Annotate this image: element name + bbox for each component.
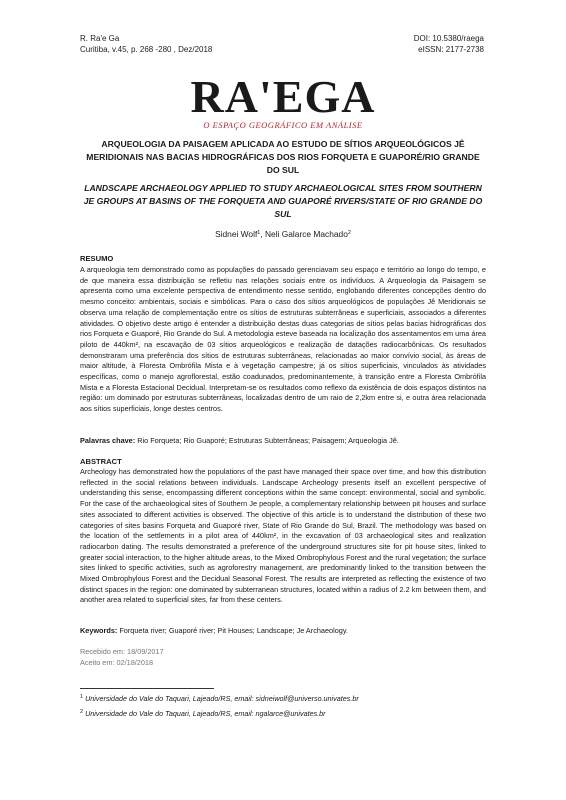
title-english: LANDSCAPE ARCHAEOLOGY APPLIED TO STUDY ARCHAEOLOGICAL SITES FROM SOUTHERN JE GROUPS AT BASINS OF THE FORQUETA AND GUAPORÉ RIVERS/STATE OF RIO GRANDE DO SUL xyxy=(83,183,483,219)
footnote-mark: 1 xyxy=(80,694,84,700)
keywords xyxy=(80,626,486,636)
author-list xyxy=(80,228,486,240)
keywords-label: Keywords: xyxy=(80,626,118,635)
footnote-mark: 2 xyxy=(80,709,84,715)
journal-name: R. Ra'e Ga xyxy=(80,34,120,43)
keywords-text: Forqueta river; Guaporé river; Pit Houses; Landscape; Je Archaeology. xyxy=(117,626,348,635)
resumo-text: A arqueologia tem demonstrado como as populações do passado gerenciavam seu espaço e território ao longo do tempo, e de que maneira essa distribuição se refletiu nas relações sociais entre os indivíduos. A Arqueologia da Paisagem se apresenta como uma excelente perspectiva de entendimento nesse sentido, englobando diferentes concepções dentro do mesmo conceito: ambientais, sociais e simbólicas. Para o caso dos sítios arqueológicos de populações Jê Meridionais se observa uma relação de complementação entre os sítios de estruturas subterrâneas e superficiais, associados a diferentes atividades. O objetivo deste artigo é entender a distribuição destas duas categorias de sítios pelas bacias hidrográficas dos rios Forqueta e Guaporé, Rio Grande do Sul. A metodologia esteve baseada na localização dos assentamentos em uma área piloto de 440km², na escavação de 03 sítios arqueológicos e realização de datações radiocarbônicas. Os resultados demonstraram uma preferência dos sítios de estruturas subterrâneas, relacionadas ao maior convívio social, às áreas de maior altitude, à Floresta Ombrófila Mista e à vegetação campestre; já os sítios superficiais, vinculados às atividades específicas, como o manejo agroflorestal, estão coadunados, predominantemente, à transição entre a Floresta Ombrófila Mista e a Floresta Estacional Decidual. Interpretam-se os resultados como reflexo da existência de dois espaços distintos na região: um dominado por estruturas subterrâneas, localizadas dentro de um raio de 2,2km entre si, e outra área relacionada aos sítios superficiais, longe destes centros. xyxy=(80,265,486,414)
palavras-chave xyxy=(80,436,486,446)
journal-logo xyxy=(170,71,396,134)
journal-citation: Curitiba, v.45, p. 268 -280 , Dez/2018 xyxy=(80,45,213,54)
author-name: Neli Galarce Machado xyxy=(265,229,348,239)
footnote-text: Universidade do Vale do Taquari, Lajeado/RS, email: sidneiwolf@universo.univates.br xyxy=(85,694,359,703)
abstract-heading: ABSTRACT xyxy=(80,457,122,466)
author-separator: , xyxy=(260,229,265,239)
author-name: Sidnei Wolf xyxy=(215,229,258,239)
footnote xyxy=(80,693,486,704)
palavras-chave-text: Rio Forqueta; Rio Guaporé; Estruturas Subterrâneas; Paisagem; Arqueologia Jê. xyxy=(135,436,399,445)
affiliation-mark: 2 xyxy=(347,230,351,236)
eissn: eISSN: 2177-2738 xyxy=(418,45,484,54)
footnote-divider xyxy=(80,688,214,689)
received-date: Recebido em: 18/09/2017 xyxy=(80,647,164,656)
resumo-heading: RESUMO xyxy=(80,254,114,263)
abstract-text: Archeology has demonstrated how the populations of the past have managed their space over time, and how this distribution reflected in the social relations between individuals. Landscape Archeology presents itself an excellent perspective of understanding this sense, encompassing different conceptions within the same concept: environmental, social and symbolic. For the case of the archaeological sites of Southern Je people, a complementary relationship between pit houses and surface sites associated to different activities is observed. The objective of this article is to understand the distribution of these two categories of sites basins Forqueta and Guaporé river, State of Rio Grande do Sul, Brazil. The methodology was based on the location of the settlements in a pilot area of 440km², in the excavation of 03 archaeological sites and realization radiocarbon dating. The results demonstrated a preference of the underground structures site for pit house sites, linked to greater social interaction, to the higher altitude areas, to the Mixed Ombrophylous Forest and the rural vegetation; the surface sites linked to specific activities, such as agroforestry management, are predominantly linked to the transition between the Mixed Ombrophylous Forest and the Decidual Seasonal Forest. The results are interpreted as reflecting the existence of two distinct spaces in the region: one dominated by subterranean structures, located within a radius of 2.2 km between them, and another area related to superficial sites, far from these centers. xyxy=(80,467,486,605)
palavras-chave-label: Palavras chave: xyxy=(80,436,136,445)
doi: DOI: 10.5380/raega xyxy=(413,34,484,43)
running-header-left xyxy=(80,33,212,55)
affiliation-mark: 1 xyxy=(257,230,261,236)
accepted-date: Aceito em: 02/18/2018 xyxy=(80,658,154,667)
logo-wordmark: RA'EGA xyxy=(190,71,376,122)
footnote-text: Universidade do Vale do Taquari, Lajeado/RS, email: ngalarce@univates.br xyxy=(85,709,326,718)
logo-tagline: O ESPAÇO GEOGRÁFICO EM ANÁLISE xyxy=(203,120,363,130)
footnote xyxy=(80,708,486,719)
title-portuguese: ARQUEOLOGIA DA PAISAGEM APLICADA AO ESTUDO DE SÍTIOS ARQUEOLÓGICOS JÊ MERIDIONAIS NAS BACIAS HIDROGRÁFICAS DOS RIOS FORQUETA E GUAPORÉ/RIO GRANDE DO SUL xyxy=(86,139,480,175)
running-header-right xyxy=(414,33,484,55)
